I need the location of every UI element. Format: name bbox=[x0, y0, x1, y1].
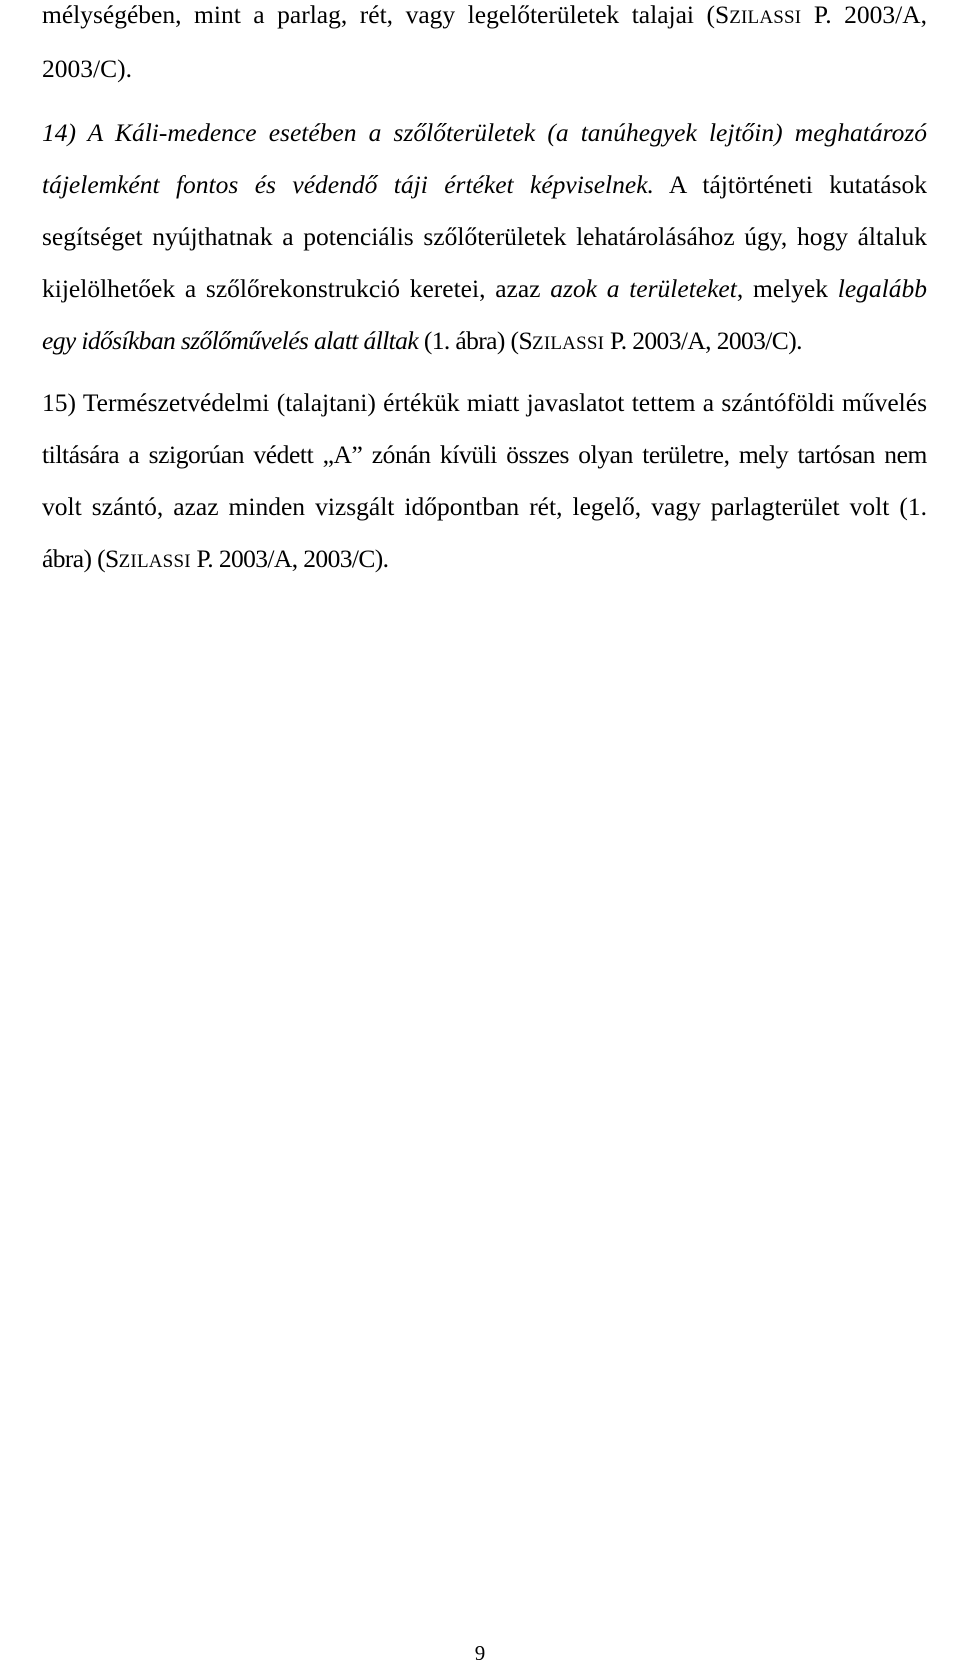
paragraph-15-line-1: 15) Természetvédelmi (talajtani) értékük miatt javaslatot tettem a szántóföldi művelés bbox=[42, 388, 927, 417]
text-run-italic: egy idősíkban szőlőművelés alatt álltak bbox=[42, 326, 419, 355]
page-number: 9 bbox=[474, 1641, 486, 1665]
text-run: A tájtörténeti kutatások bbox=[653, 170, 927, 199]
paragraph-14-line-5 bbox=[42, 324, 927, 361]
text-run-italic: tájelemként fontos és védendő táji értéket képviselnek. bbox=[42, 170, 654, 199]
paragraph-14-line-3: segítséget nyújthatnak a potenciális szőlőterületek lehatárolásához úgy, hogy általuk bbox=[42, 222, 927, 251]
text-run: , melyek bbox=[736, 274, 838, 303]
text-run: (1. ábra) (S bbox=[418, 326, 533, 355]
paragraph-14-line-2 bbox=[42, 168, 927, 202]
text-run-italic: legalább bbox=[837, 274, 927, 303]
text-run: P. 2003/A, 2003/C). bbox=[604, 326, 802, 355]
text-run: P. 2003/A, bbox=[801, 0, 927, 29]
author-name-smallcaps: ZILASSI bbox=[729, 7, 802, 28]
paragraph-13-line-1 bbox=[42, 0, 927, 35]
paragraph-15-line-3: volt szántó, azaz minden vizsgált időpontban rét, legelő, vagy parlagterület volt (1. bbox=[42, 492, 927, 521]
paragraph-13-line-2: 2003/C). bbox=[42, 54, 132, 83]
text-run: mélységében, mint a parlag, rét, vagy legelőterületek talajai (S bbox=[42, 0, 730, 29]
text-run: kijelölhetőek a szőlőrekonstrukció keretei, azaz bbox=[42, 274, 551, 303]
author-name-smallcaps: ZILASSI bbox=[118, 551, 191, 572]
paragraph-14-line-1: 14) A Káli-medence esetében a szőlőterületek (a tanúhegyek lejtőin) meghatározó bbox=[42, 118, 927, 147]
paragraph-14-line-4 bbox=[42, 272, 927, 306]
author-name-smallcaps: ZILASSI bbox=[532, 333, 605, 354]
text-run-italic: azok a területeket bbox=[550, 274, 737, 303]
paragraph-15-line-2: tiltására a szigorúan védett „A” zónán kívüli összes olyan területre, mely tartósan nem bbox=[42, 440, 927, 469]
text-run: ábra) (S bbox=[42, 544, 119, 573]
text-run: P. 2003/A, 2003/C). bbox=[190, 544, 389, 573]
paragraph-15-line-4 bbox=[42, 542, 927, 579]
